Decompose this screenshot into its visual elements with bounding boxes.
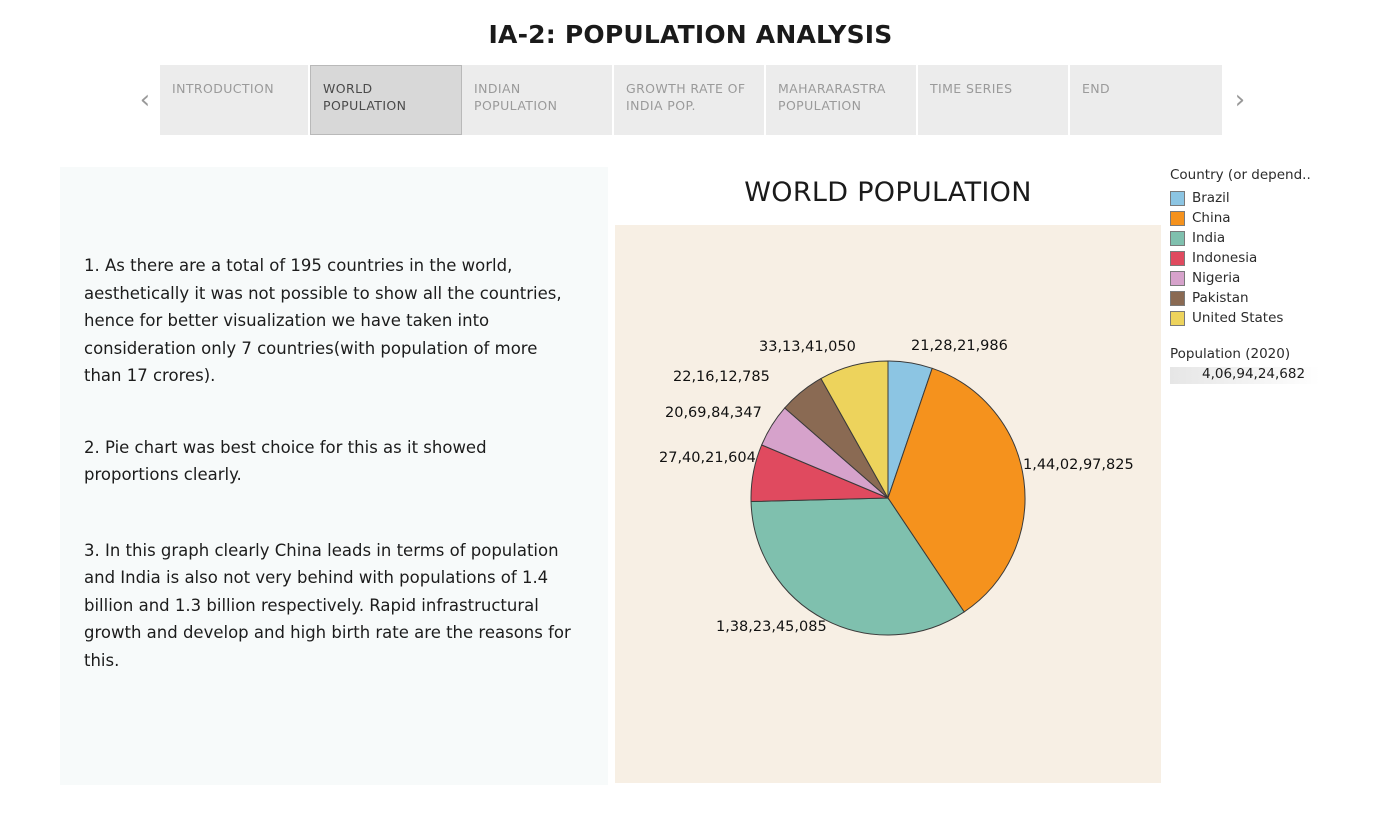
legend-label-indonesia: Indonesia — [1192, 250, 1258, 266]
legend-item-brazil[interactable] — [1170, 190, 1375, 206]
legend-title: Country (or depend.. — [1170, 167, 1311, 183]
slice-label-pakistan: 22,16,12,785 — [673, 369, 770, 385]
legend — [1170, 167, 1375, 384]
legend-measure-scale — [1170, 367, 1320, 384]
tab-indian-population[interactable]: INDIAN POPULATION — [462, 65, 614, 135]
chart-title: WORLD POPULATION — [744, 177, 1032, 208]
chevron-right-icon[interactable]: › — [1234, 85, 1246, 115]
legend-swatch-china — [1170, 211, 1185, 226]
commentary-paragraph-2: 2. Pie chart was best choice for this as it showed proportions clearly. — [84, 437, 487, 485]
slice-label-united-states: 33,13,41,050 — [759, 339, 856, 355]
commentary-panel — [60, 167, 608, 785]
legend-swatch-india — [1170, 231, 1185, 246]
pie-chart-panel — [615, 167, 1161, 785]
legend-swatch-pakistan — [1170, 291, 1185, 306]
legend-swatch-indonesia — [1170, 251, 1185, 266]
tab-mahararastra-population[interactable]: MAHARARASTRA POPULATION — [766, 65, 918, 135]
commentary-paragraph-1: 1. As there are a total of 195 countries in the world, aesthetically it was not possible to show all the countries, hence for better visualization we have taken into consideration only 7 countries(with population of more than 17 crores). — [84, 256, 562, 386]
chart-canvas — [615, 225, 1161, 783]
legend-label-china: China — [1192, 210, 1231, 226]
commentary-paragraph-3: 3. In this graph clearly China leads in terms of population and India is also not very behind with populations of 1.4 billion and 1.3 billion respectively. Rapid infrastructural growth and develop and high birth rate are the reasons for this. — [84, 540, 571, 671]
legend-label-pakistan: Pakistan — [1192, 290, 1249, 306]
legend-item-pakistan[interactable] — [1170, 290, 1375, 306]
legend-item-indonesia[interactable] — [1170, 250, 1375, 266]
legend-item-united-states[interactable] — [1170, 310, 1375, 326]
slice-label-india: 1,38,23,45,085 — [716, 619, 827, 635]
tab-world-population[interactable]: WORLD POPULATION — [310, 65, 462, 135]
slice-label-china: 1,44,02,97,825 — [1023, 457, 1134, 473]
legend-swatch-brazil — [1170, 191, 1185, 206]
slice-label-nigeria: 20,69,84,347 — [665, 405, 762, 421]
tab-time-series[interactable]: TIME SERIES — [918, 65, 1070, 135]
story-tabs — [160, 65, 1225, 135]
legend-measure-title: Population (2020) — [1170, 346, 1291, 362]
slice-label-indonesia: 27,40,21,604 — [659, 450, 756, 466]
legend-measure-value: 4,06,94,24,682 — [1202, 366, 1306, 382]
dashboard-content — [0, 167, 1381, 787]
legend-measure — [1170, 346, 1375, 384]
legend-label-brazil: Brazil — [1192, 190, 1230, 206]
legend-swatch-nigeria — [1170, 271, 1185, 286]
legend-item-nigeria[interactable] — [1170, 270, 1375, 286]
pie-chart[interactable] — [615, 225, 1161, 783]
legend-label-nigeria: Nigeria — [1192, 270, 1241, 286]
legend-item-india[interactable] — [1170, 230, 1375, 246]
chevron-left-icon[interactable]: ‹ — [139, 85, 151, 115]
story-navigation — [130, 65, 1255, 135]
tab-end[interactable]: END — [1070, 65, 1222, 135]
legend-swatch-united-states — [1170, 311, 1185, 326]
tab-growth-rate-of-india-pop[interactable]: GROWTH RATE OF INDIA POP. — [614, 65, 766, 135]
page-title: IA-2: POPULATION ANALYSIS — [488, 20, 893, 49]
legend-label-india: India — [1192, 230, 1226, 246]
legend-item-china[interactable] — [1170, 210, 1375, 226]
slice-label-brazil: 21,28,21,986 — [911, 338, 1008, 354]
tab-introduction[interactable]: INTRODUCTION — [160, 65, 310, 135]
legend-label-united-states: United States — [1192, 310, 1284, 326]
